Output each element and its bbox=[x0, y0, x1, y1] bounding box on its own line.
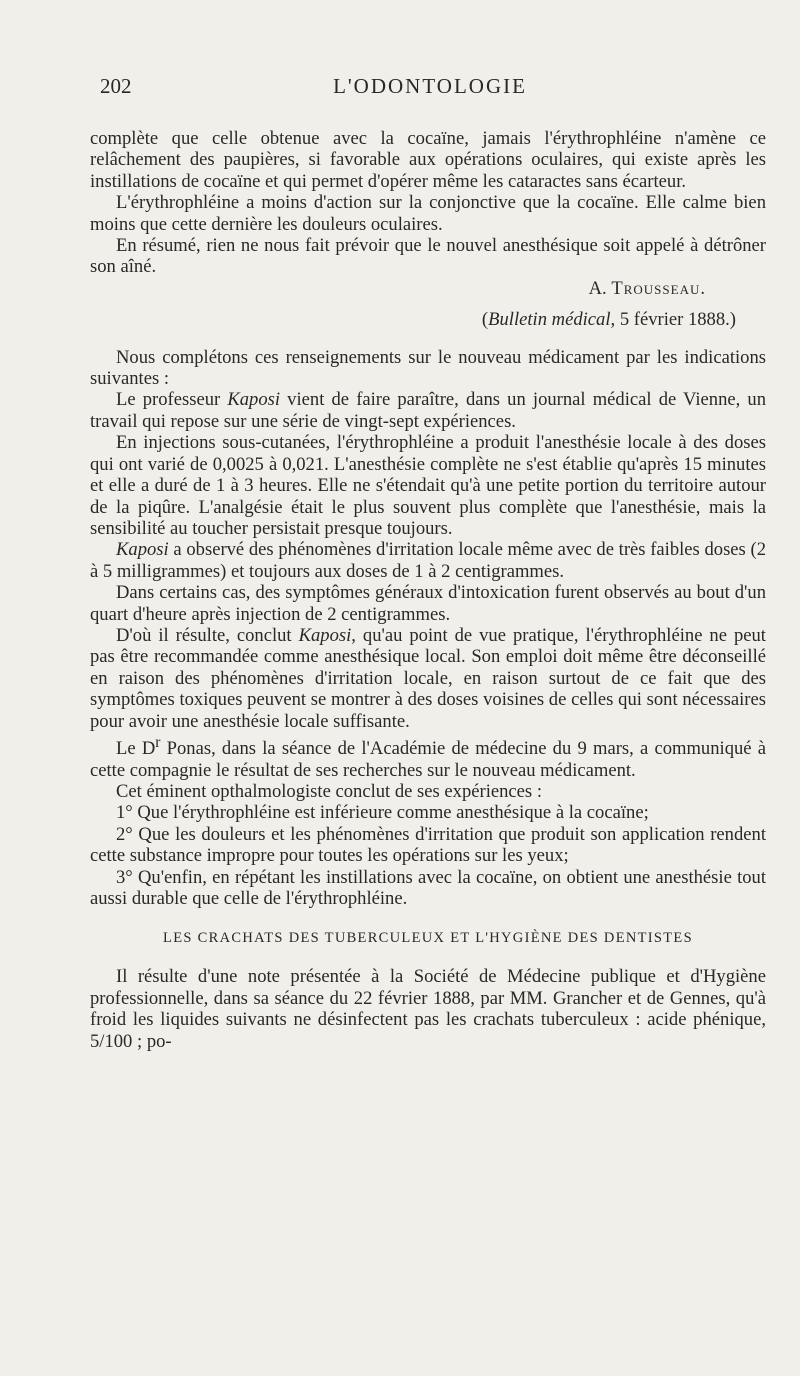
paragraph: Nous complétons ces renseignements sur le nouveau médicament par les indications suivantes : bbox=[90, 346, 766, 390]
paragraph: En injections sous-cutanées, l'érythrophléine a produit l'anesthésie locale à des doses qui ont varié de 0,0025 à 0,021. L'anesthésie complète ne s'est établie qu'après 15 minutes et elle a duré de 1 à 3 heures. Elle ne s'étendait qu'à une petite portion du territoire autour de la piqûre. L'analgésie était le plus souvent plus complète que l'anesthésie, mais la sensibilité au toucher persistait presque toujours. bbox=[90, 432, 766, 539]
person-name: Kaposi bbox=[298, 624, 352, 646]
signature-name: Trousseau. bbox=[611, 277, 706, 299]
list-item: 1° Que l'érythrophléine est inférieure comme anesthésique à la cocaïne; bbox=[116, 802, 649, 824]
list-item: 3° Qu'enfin, en répétant les instillations avec la cocaïne, on obtient une anesthésie tout aussi durable que celle de l'érythrophléine. bbox=[90, 866, 766, 909]
person-name: Kaposi bbox=[116, 539, 169, 561]
text-run: Le professeur bbox=[116, 389, 228, 411]
superscript: r bbox=[155, 733, 161, 751]
paragraph bbox=[90, 389, 766, 432]
paragraph bbox=[90, 625, 766, 732]
body-text bbox=[90, 128, 766, 1052]
text-run: a observé des phénomènes d'irritation locale même avec de très faibles doses (2 à 5 milligrammes) et toujours aux doses de 1 à 2 centigrammes. bbox=[90, 539, 766, 582]
page-header bbox=[100, 74, 760, 104]
page-number: 202 bbox=[100, 74, 132, 98]
paragraph bbox=[90, 732, 766, 781]
paragraph: complète que celle obtenue avec la cocaïne, jamais l'érythrophléine n'amène ce relâchement des paupières, si favorable aux opérations oculaires, qui existe après les instillations de cocaïne et qui permet d'opérer même les cataractes sans écarteur. bbox=[90, 128, 766, 192]
text-run: Le D bbox=[116, 738, 156, 760]
text-run: vient de faire paraître, dans un journal médical de Vienne, un travail qui repose sur une série de vingt-sept expériences. bbox=[90, 389, 767, 432]
source-date: 5 février 1888. bbox=[619, 309, 730, 331]
paragraph: Dans certains cas, des symptômes généraux d'intoxication furent observés au bout d'un quart d'heure après injection de 2 centigrammes. bbox=[90, 582, 766, 625]
paragraph bbox=[90, 539, 766, 582]
text-run: D'où il résulte, conclut bbox=[116, 624, 299, 646]
paragraph: En résumé, rien ne nous fait prévoir que le nouvel anesthésique soit appelé à détrôner son aîné. bbox=[90, 235, 766, 278]
source-citation: (Bulletin médical, 5 février 1888.) bbox=[481, 309, 736, 331]
paragraph: Cet éminent opthalmologiste conclut de ses expériences : bbox=[116, 780, 542, 802]
text-run: , qu'au point de vue pratique, l'érythrophléine ne peut pas être recommandée comme anesthésique local. Son emploi doit même être déconseillé en raison des phénomènes d'irritation locale, en raison surtout de ce fait que des symptômes toxiques peuvent se montrer à des doses voisines de celles qui sont nécessaires pour avoir une anesthésie locale suffisante. bbox=[90, 624, 766, 732]
list-item: 2° Que les douleurs et les phénomènes d'irritation que produit son application rendent cette substance impropre pour toutes les opérations sur les yeux; bbox=[90, 823, 766, 867]
running-title: L'ODONTOLOGIE bbox=[333, 74, 527, 98]
paragraph: L'érythrophléine a moins d'action sur la conjonctive que la cocaïne. Elle calme bien moins que cette dernière les douleurs oculaires. bbox=[90, 192, 766, 235]
text-run: Ponas, dans la séance de l'Académie de médecine du 9 mars, a communiqué à cette compagnie le résultat de ses recherches sur le nouveau médicament. bbox=[90, 738, 767, 781]
source-journal: Bulletin médical, bbox=[488, 309, 616, 331]
section-heading: LES CRACHATS DES TUBERCULEUX ET L'HYGIÈNE DES DENTISTES bbox=[163, 930, 693, 947]
paragraph: Il résulte d'une note présentée à la Société de Médecine publique et d'Hygiène professionnelle, dans sa séance du 22 février 1888, par MM. Grancher et de Gennes, qu'à froid les liquides suivants ne désinfectent pas les crachats tuberculeux : acide phénique, 5/100 ; po- bbox=[90, 966, 766, 1052]
author-signature bbox=[90, 278, 766, 299]
person-name: Kaposi bbox=[227, 389, 281, 411]
signature-initial: A. bbox=[588, 277, 607, 299]
